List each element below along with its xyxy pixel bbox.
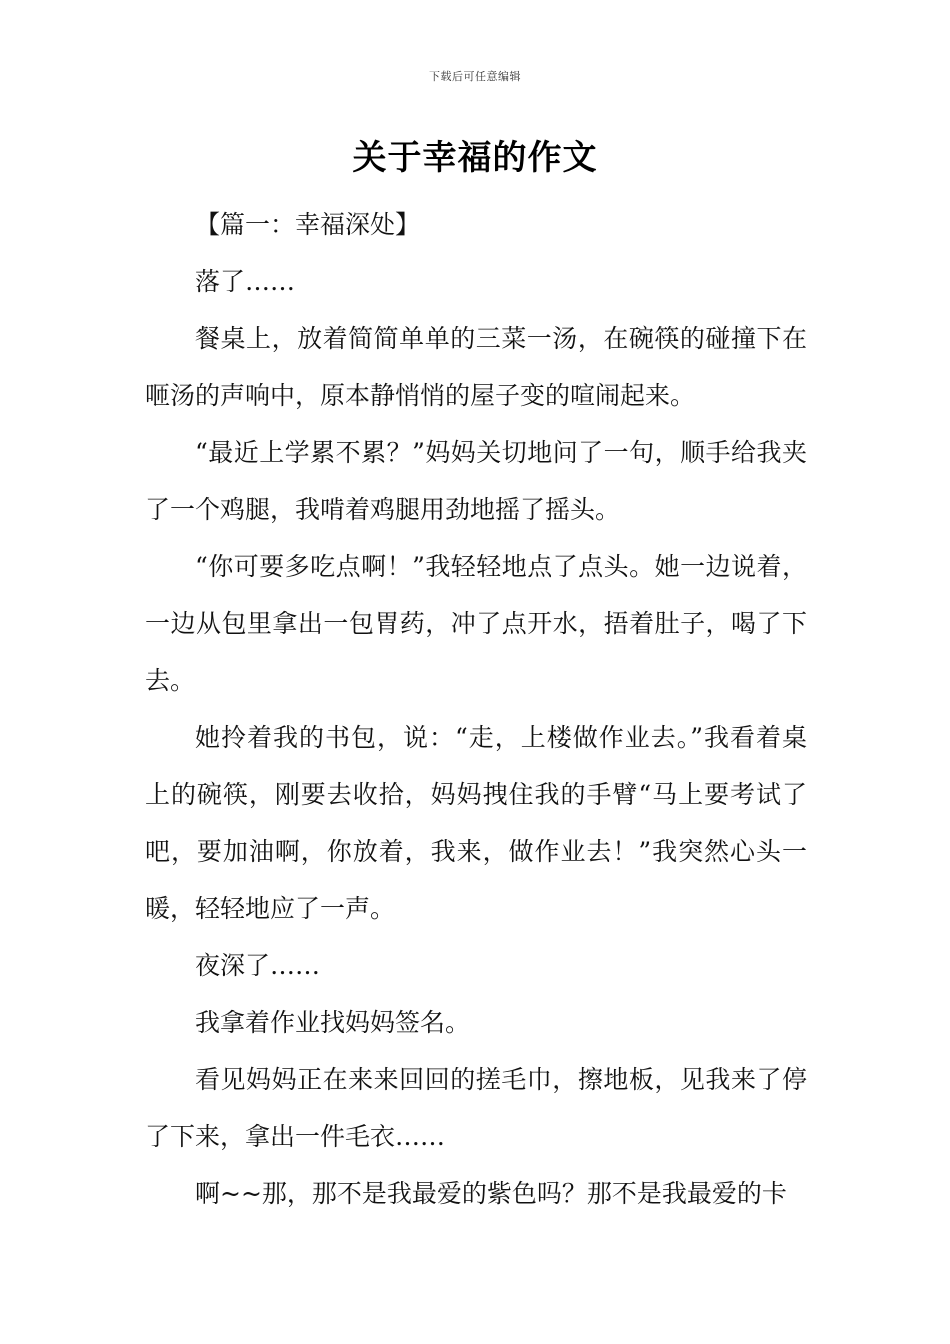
paragraph: 夜深了……: [195, 951, 321, 980]
paragraph: 餐桌上，放着简简单单的三菜一汤，在碗筷的碰撞下在咂汤的声响中，原本静悄悄的屋子变的喧闹起来。: [145, 324, 807, 410]
paragraph: 看见妈妈正在来来回回的搓毛巾，擦地板，见我来了停了下来，拿出一件毛衣……: [145, 1065, 807, 1151]
section-heading: 【篇一：幸福深处】: [195, 210, 421, 239]
paragraph: 我拿着作业找妈妈签名。: [195, 1008, 471, 1037]
document-body: [145, 196, 807, 1222]
paragraph: 她拎着我的书包，说：“走，上楼做作业去。”我看着桌上的碗筷，刚要去收拾，妈妈拽住我的手臂“马上要考试了吧，要加油啊，你放着，我来，做作业去！”我突然心头一暖，轻轻地应了一声。: [145, 723, 807, 923]
paragraph: 啊~~那，那不是我最爱的紫色吗？那不是我最爱的卡: [195, 1179, 787, 1208]
document-title: 关于幸福的作文: [352, 138, 598, 178]
paragraph: “你可要多吃点啊！”我轻轻地点了点头。她一边说着，一边从包里拿出一包胃药，冲了点开水，捂着肚子，喝了下去。: [145, 552, 807, 695]
paragraph: 落了……: [195, 267, 296, 296]
paragraph: “最近上学累不累？”妈妈关切地问了一句，顺手给我夹了一个鸡腿，我啃着鸡腿用劲地摇了摇头。: [145, 438, 807, 524]
header-note: 下载后可任意编辑: [429, 70, 521, 83]
